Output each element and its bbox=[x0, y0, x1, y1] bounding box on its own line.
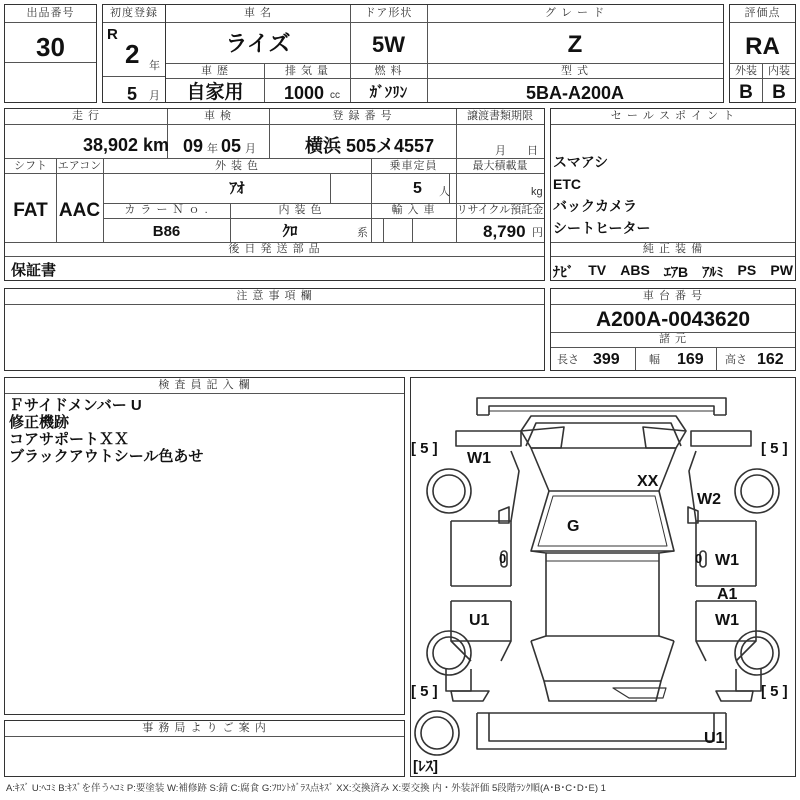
aircon-value: AAC bbox=[58, 200, 101, 221]
length-value: 399 bbox=[593, 351, 620, 368]
inspector-note-4: ブラックアウトシール色あせ bbox=[9, 448, 204, 465]
inspector-note-1: Ｆサイドメンバー U bbox=[9, 397, 142, 414]
exterior-color-value: ｱｵ bbox=[229, 180, 245, 197]
mileage-label: 走 行 bbox=[71, 110, 101, 122]
car-diagram-box bbox=[410, 377, 796, 777]
first-registration-label: 初度登録 bbox=[110, 7, 158, 19]
registration-month-value: 5 bbox=[127, 84, 138, 104]
era-value: R bbox=[107, 26, 118, 43]
score-label: 評価点 bbox=[744, 7, 781, 19]
sales-point-4: シートヒーター bbox=[553, 220, 651, 236]
registration-year-value: 2 bbox=[125, 39, 140, 69]
interior-color-value: ｸﾛ bbox=[282, 223, 298, 240]
width-label: 幅 bbox=[649, 354, 660, 366]
office-box bbox=[4, 720, 405, 777]
registration-number-label: 登 録 番 号 bbox=[332, 110, 393, 122]
score-box bbox=[729, 4, 796, 103]
recycle-label: リサイクル預託金 bbox=[456, 204, 544, 216]
damage-mark: G bbox=[567, 518, 580, 535]
interior-label: 内装 bbox=[768, 65, 790, 77]
chassis-box bbox=[550, 288, 796, 371]
car-name-label: 車 名 bbox=[243, 7, 273, 19]
door-value: 5W bbox=[372, 32, 405, 57]
inspection-year-value: 09 bbox=[183, 136, 204, 156]
displacement-value: 1000 bbox=[284, 83, 325, 103]
sales-point-3: バックカメラ bbox=[553, 198, 637, 214]
exterior-grade-value: B bbox=[739, 82, 753, 103]
height-label: 高さ bbox=[725, 354, 747, 366]
car-diagram bbox=[411, 378, 795, 776]
recycle-value: 8,790 bbox=[483, 222, 526, 241]
equipment-item: ﾅﾋﾞ bbox=[553, 264, 574, 280]
capacity-value: 5 bbox=[413, 180, 422, 197]
cc-unit: cc bbox=[330, 90, 340, 101]
later-parts-value: 保証書 bbox=[11, 262, 57, 279]
office-label: 事 務 局 よ り ご 案 内 bbox=[142, 722, 267, 734]
sales-point-box bbox=[550, 108, 796, 281]
tire-rear-right-grade: [ 5 ] bbox=[761, 683, 788, 700]
inspector-note-3: コアサポートＸＸ bbox=[9, 431, 130, 448]
grade-value: Z bbox=[567, 31, 583, 58]
history-value: 自家用 bbox=[186, 82, 244, 103]
interior-color-label: 内 装 色 bbox=[278, 204, 323, 216]
import-label: 輸 入 車 bbox=[391, 204, 436, 216]
deadline-day-unit: 日 bbox=[527, 145, 538, 157]
spare-tire-grade: [ﾚｽ] bbox=[413, 758, 438, 775]
sales-point-1: スマアシ bbox=[553, 154, 609, 170]
lot-number-box bbox=[4, 4, 97, 103]
vehicle-detail-box bbox=[4, 108, 545, 281]
inspector-notes-label: 検 査 員 記 入 欄 bbox=[158, 379, 251, 391]
sales-point-2: ETC bbox=[553, 176, 581, 192]
sales-point-label: セ ー ル ス ポ イ ン ト bbox=[610, 110, 736, 122]
transfer-deadline-label: 譲渡書類期限 bbox=[467, 110, 533, 122]
shift-value: FAT bbox=[13, 200, 48, 221]
damage-mark: 0 bbox=[695, 551, 703, 566]
main-info-box bbox=[166, 4, 724, 103]
equipment-item: ABS bbox=[620, 262, 650, 278]
fuel-value: ｶﾞｿﾘﾝ bbox=[369, 84, 408, 101]
equipment-item: PS bbox=[737, 262, 757, 278]
equipment-item: ｴｱB bbox=[664, 264, 689, 280]
length-label: 長さ bbox=[557, 354, 579, 366]
registration-number-value: 横浜 505メ4557 bbox=[305, 136, 435, 156]
upholstery-unit: 系 bbox=[357, 227, 368, 239]
year-unit: 年 bbox=[149, 60, 160, 72]
exterior-label: 外装 bbox=[735, 65, 757, 77]
first-registration-box bbox=[102, 4, 166, 103]
fuel-label: 燃 料 bbox=[374, 65, 403, 77]
kg-unit: kg bbox=[531, 186, 543, 198]
tire-rear-left-grade: [ 5 ] bbox=[411, 683, 438, 700]
color-number-value: B86 bbox=[152, 223, 181, 240]
damage-mark: A1 bbox=[717, 586, 738, 603]
tire-front-left-grade: [ 5 ] bbox=[411, 440, 438, 457]
later-parts-label: 後 日 発 送 部 品 bbox=[228, 243, 321, 255]
equipment-item: TV bbox=[588, 262, 607, 278]
exterior-color-label: 外 装 色 bbox=[214, 160, 260, 172]
month-unit: 月 bbox=[149, 90, 160, 102]
model-label: 型 式 bbox=[560, 65, 590, 77]
door-label: ドア形状 bbox=[364, 7, 413, 19]
chassis-number-label: 車 台 番 号 bbox=[642, 290, 704, 302]
inspector-note-2: 修正機跡 bbox=[9, 414, 70, 431]
deadline-month-unit: 月 bbox=[495, 145, 506, 157]
equipment-list bbox=[553, 262, 793, 282]
shift-label: シフト bbox=[14, 160, 47, 172]
damage-mark: W1 bbox=[715, 552, 739, 569]
mileage-value: 38,902 bbox=[83, 135, 139, 155]
lot-number-value: 30 bbox=[36, 32, 65, 62]
inspection-month-value: 05 bbox=[221, 136, 242, 156]
width-value: 169 bbox=[677, 351, 704, 368]
damage-mark: U1 bbox=[469, 612, 490, 629]
equipment-item: ｱﾙﾐ bbox=[702, 264, 724, 280]
notes-box bbox=[4, 288, 545, 371]
genuine-equipment-label: 純 正 装 備 bbox=[642, 243, 704, 255]
color-number-label: カ ラ ー Ｎ ｏ . bbox=[124, 204, 209, 216]
damage-mark: U1 bbox=[704, 730, 725, 747]
aircon-label: エアコン bbox=[57, 160, 102, 172]
tire-front-right-grade: [ 5 ] bbox=[761, 440, 788, 457]
chassis-number-value: A200A-0043620 bbox=[595, 308, 751, 331]
car-name-value: ライズ bbox=[225, 31, 291, 56]
score-value: RA bbox=[745, 33, 780, 60]
damage-mark: XX bbox=[637, 473, 659, 490]
inspector-notes-box bbox=[4, 377, 405, 715]
model-value: 5BA-A200A bbox=[525, 83, 625, 103]
legend-text: A:ｷｽﾞ U:ﾍｺﾐ B:ｷｽﾞを伴うﾍｺﾐ P:要塗装 W:補修跡 S:錆 C:腐食 G:ﾌﾛﾝﾄｶﾞﾗｽ点ｷｽﾞ XX:交換済み X:要交換 内・外装評価 5段階ﾗﾝｸ順(A･B･C･D･E) 1 bbox=[6, 783, 606, 794]
damage-mark: W2 bbox=[697, 491, 721, 508]
notes-label: 注 意 事 項 欄 bbox=[236, 290, 313, 302]
capacity-label: 乗車定員 bbox=[389, 160, 438, 172]
damage-mark: 0 bbox=[499, 551, 507, 566]
damage-mark: W1 bbox=[467, 450, 491, 467]
yen-unit: 円 bbox=[532, 227, 543, 239]
inspection-label: 車 検 bbox=[203, 110, 233, 122]
inspection-year-unit: 年 bbox=[207, 143, 218, 155]
people-unit: 人 bbox=[439, 186, 450, 198]
max-load-label: 最大積載量 bbox=[472, 160, 528, 172]
displacement-label: 排 気 量 bbox=[284, 65, 330, 77]
specs-label: 諸 元 bbox=[658, 333, 688, 345]
equipment-item: PW bbox=[770, 262, 793, 278]
km-unit: km bbox=[143, 135, 170, 155]
inspection-month-unit: 月 bbox=[245, 143, 256, 155]
lot-number-label: 出品番号 bbox=[26, 7, 75, 19]
damage-mark: W1 bbox=[715, 612, 739, 629]
grade-label: グ レ ー ド bbox=[544, 7, 606, 19]
height-value: 162 bbox=[757, 351, 784, 368]
interior-grade-value: B bbox=[772, 82, 786, 103]
history-label: 車 歴 bbox=[200, 65, 230, 77]
